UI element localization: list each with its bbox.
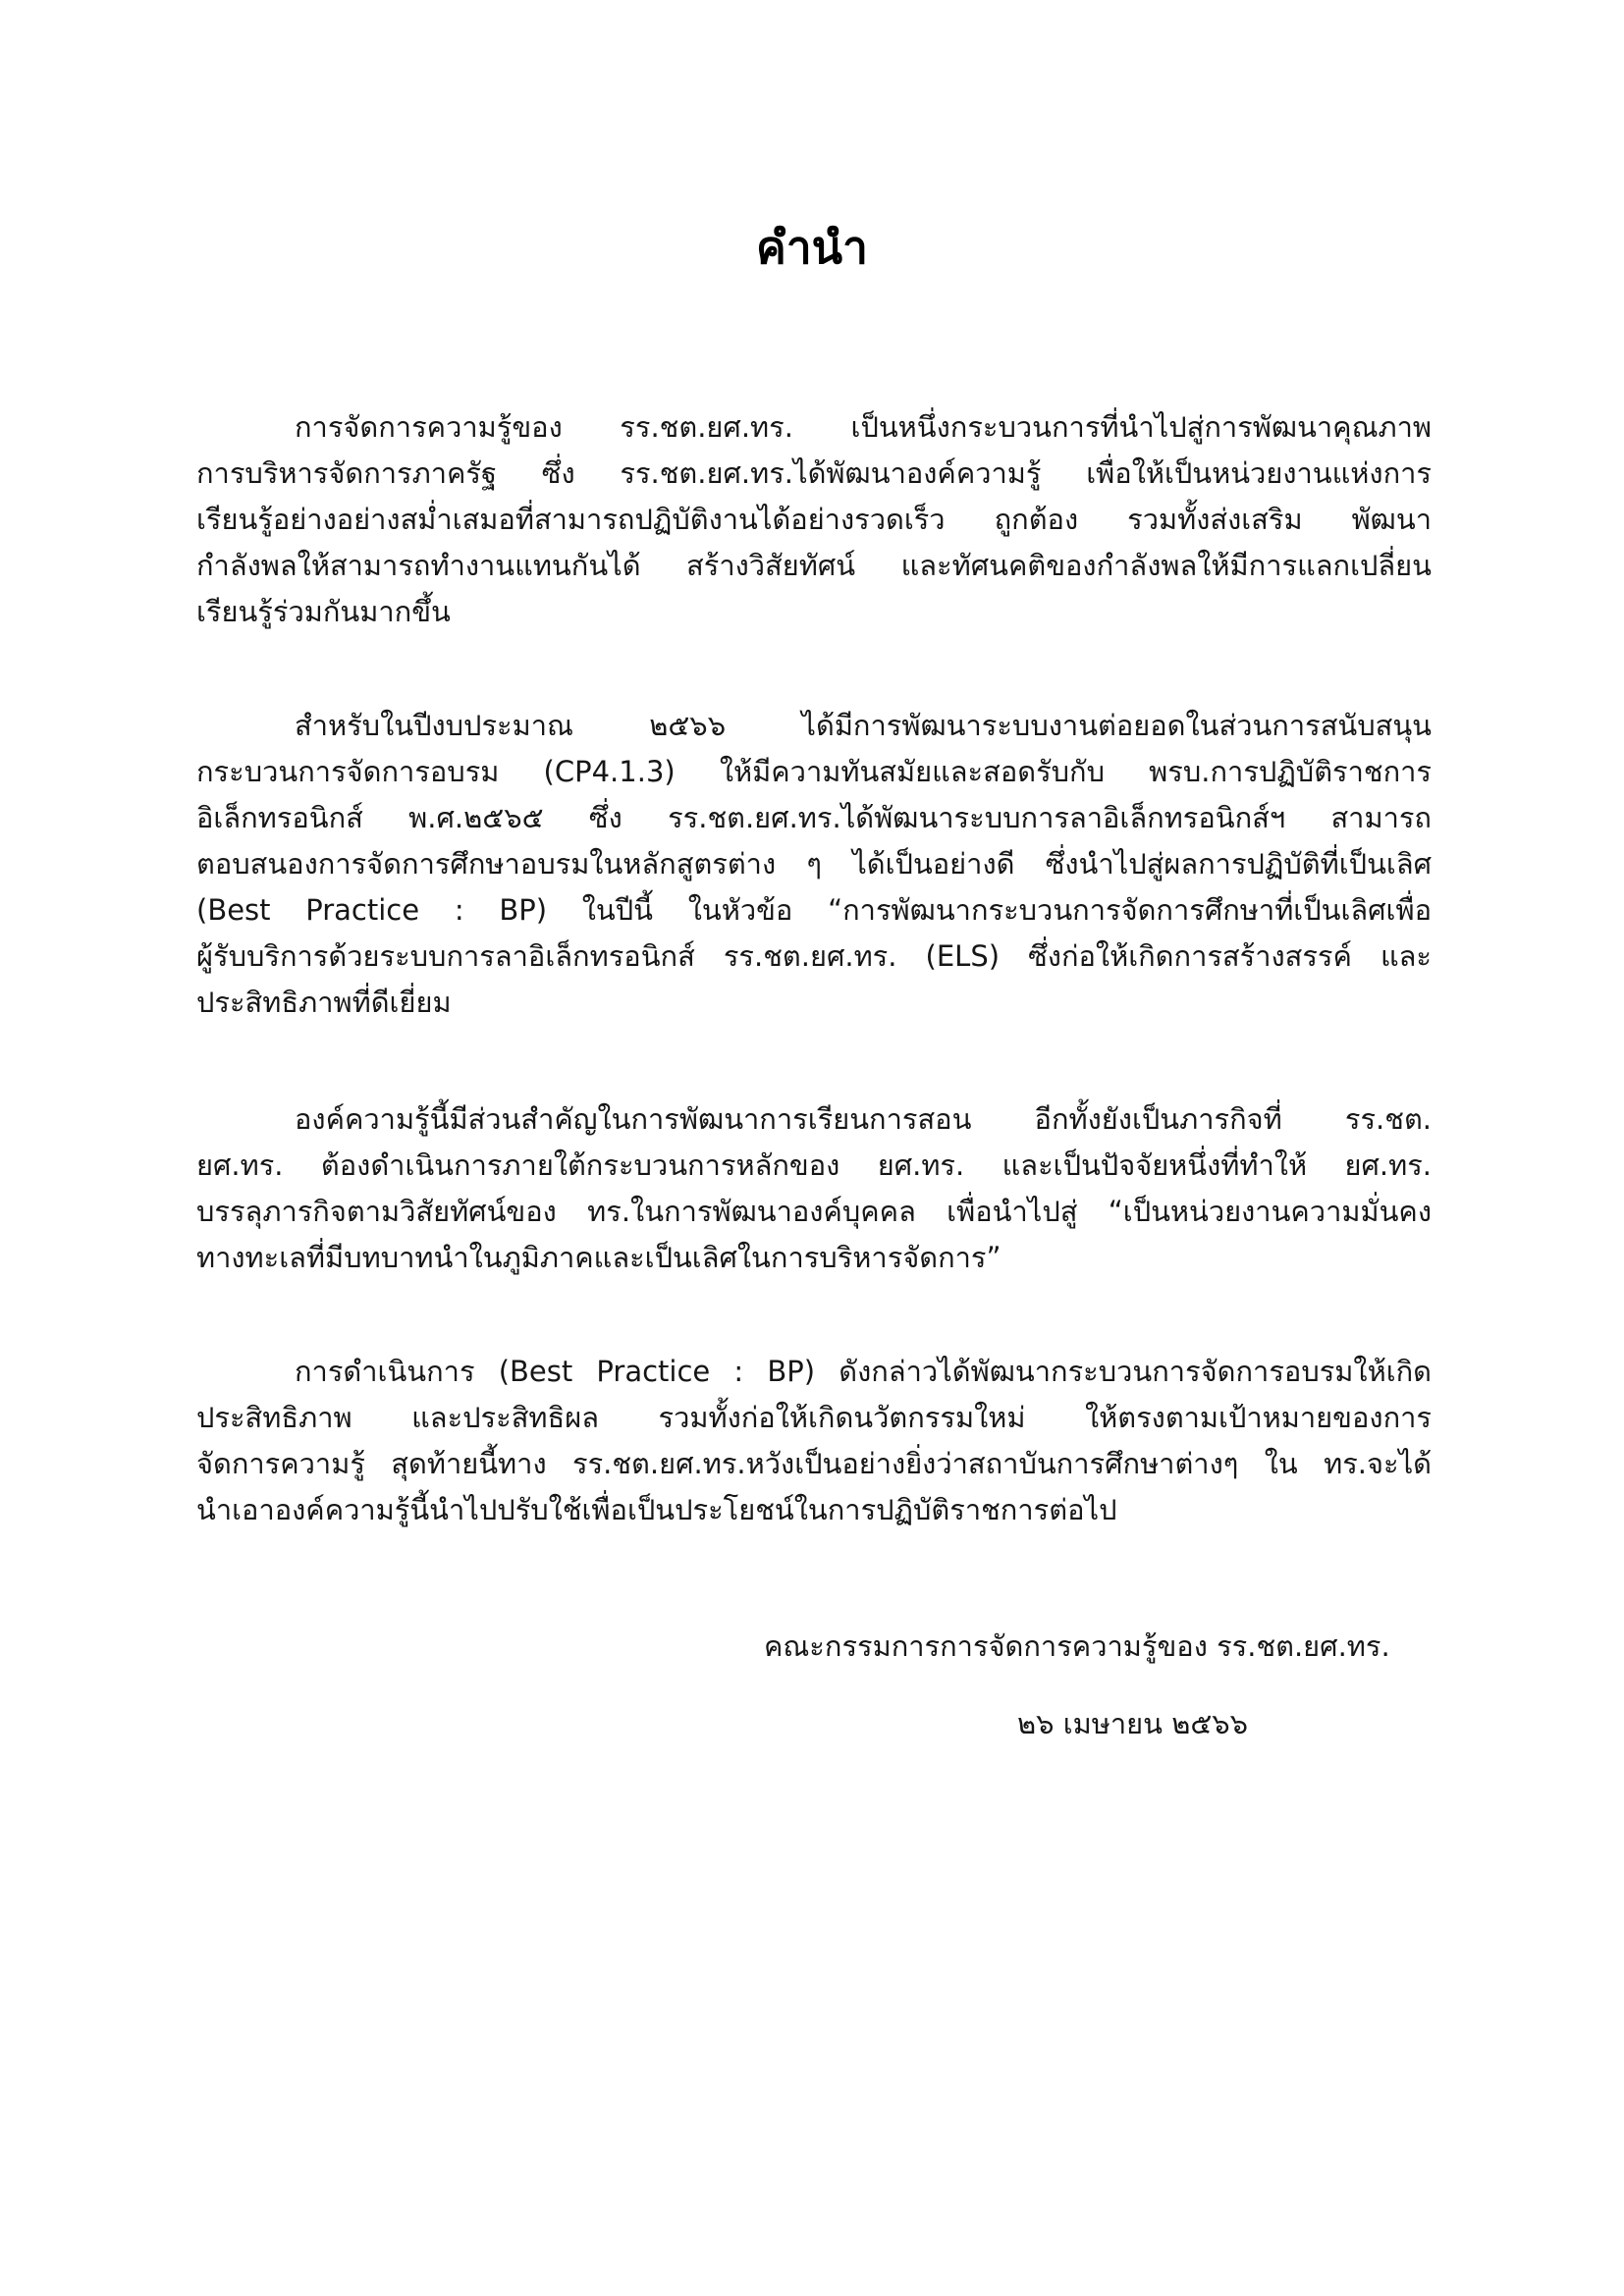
paragraph-line: กำลังพลให้สามารถทำงานแทนกันได้ สร้างวิสัยทัศน์ และทัศนคติของกำลังพลให้มีการแลกเปลี่ยน (196, 549, 1432, 582)
paragraph-line: ตอบสนองการจัดการศึกษาอบรมในหลักสูตรต่าง ๆ ได้เป็นอย่างดี ซึ่งนำไปสู่ผลการปฏิบัติที่เป็นเลิศ (196, 847, 1432, 881)
paragraph-3 (196, 1096, 1432, 1281)
paragraph-text (196, 1349, 1432, 1533)
signature-committee: คณะกรรมการการจัดการความรู้ของ รร.ชต.ยศ.ทร. (764, 1629, 1390, 1663)
paragraph-line: การจัดการความรู้ของ รร.ชต.ยศ.ทร. เป็นหนึ่งกระบวนการที่นำไปสู่การพัฒนาคุณภาพ (295, 410, 1432, 444)
paragraph-line: เรียนรู้ร่วมกันมากขึ้น (196, 595, 451, 628)
paragraph-line: เรียนรู้อย่างอย่างสม่ำเสมอที่สามารถปฏิบัติงานได้อย่างรวดเร็ว ถูกต้อง รวมทั้งส่งเสริม พัฒนา (196, 503, 1432, 536)
paragraph-line: (Best Practice : BP) ในปีนี้ ในหัวข้อ “การพัฒนากระบวนการจัดการศึกษาที่เป็นเลิศเพื่อ (196, 893, 1432, 927)
paragraph-4 (196, 1349, 1432, 1533)
paragraph-line: การดำเนินการ (Best Practice : BP) ดังกล่าวได้พัฒนากระบวนการจัดการอบรมให้เกิด (295, 1355, 1432, 1388)
paragraph-line: จัดการความรู้ สุดท้ายนี้ทาง รร.ชต.ยศ.ทร.หวังเป็นอย่างยิ่งว่าสถาบันการศึกษาต่างๆ ใน ทร.จะได้ (196, 1447, 1432, 1480)
paragraph-line: การบริหารจัดการภาครัฐ ซึ่ง รร.ชต.ยศ.ทร.ได้พัฒนาองค์ความรู้ เพื่อให้เป็นหน่วยงานแห่งการ (196, 456, 1432, 490)
page-title: คำนำ (756, 221, 868, 274)
paragraph-2 (196, 703, 1432, 1026)
paragraph-line: ทางทะเลที่มีบทบาทนำในภูมิภาคและเป็นเลิศในการบริหารจัดการ” (196, 1241, 1001, 1274)
paragraph-text (196, 703, 1432, 1026)
paragraph-line: อิเล็กทรอนิกส์ พ.ศ.๒๕๖๕ ซึ่ง รร.ชต.ยศ.ทร.ได้พัฒนาระบบการลาอิเล็กทรอนิกส์ฯ สามารถ (196, 801, 1432, 834)
paragraph-line: ประสิทธิภาพที่ดีเยี่ยม (196, 986, 452, 1019)
paragraph-text (196, 1096, 1432, 1281)
paragraph-line: นำเอาองค์ความรู้นี้นำไปปรับใช้เพื่อเป็นประโยชน์ในการปฏิบัติราชการต่อไป (196, 1493, 1117, 1526)
paragraph-line: กระบวนการจัดการอบรม (CP4.1.3) ให้มีความทันสมัยและสอดรับกับ พรบ.การปฏิบัติราชการ (196, 755, 1432, 788)
paragraph-line: สำหรับในปีงบประมาณ ๒๕๖๖ ได้มีการพัฒนาระบบงานต่อยอดในส่วนการสนับสนุน (295, 709, 1432, 742)
paragraph-line: องค์ความรู้นี้มีส่วนสำคัญในการพัฒนาการเรียนการสอน อีกทั้งยังเป็นภารกิจที่ รร.ชต. (295, 1102, 1432, 1136)
paragraph-text (196, 404, 1432, 635)
paragraph-line: บรรลุภารกิจตามวิสัยทัศน์ของ ทร.ในการพัฒนาองค์บุคคล เพื่อนำไปสู่ “เป็นหน่วยงานความมั่นคง (196, 1195, 1432, 1228)
paragraph-line: ประสิทธิภาพ และประสิทธิผล รวมทั้งก่อให้เกิดนวัตกรรมใหม่ ให้ตรงตามเป้าหมายของการ (196, 1401, 1432, 1434)
paragraph-line: ผู้รับบริการด้วยระบบการลาอิเล็กทรอนิกส์ รร.ชต.ยศ.ทร. (ELS) ซึ่งก่อให้เกิดการสร้างสรรค์ และ (196, 939, 1432, 973)
paragraph-1 (196, 404, 1432, 635)
signature-date: ๒๖ เมษายน ๒๕๖๖ (1017, 1707, 1249, 1740)
paragraph-line: ยศ.ทร. ต้องดำเนินการภายใต้กระบวนการหลักของ ยศ.ทร. และเป็นปัจจัยหนึ่งที่ทำให้ ยศ.ทร. (196, 1148, 1432, 1182)
